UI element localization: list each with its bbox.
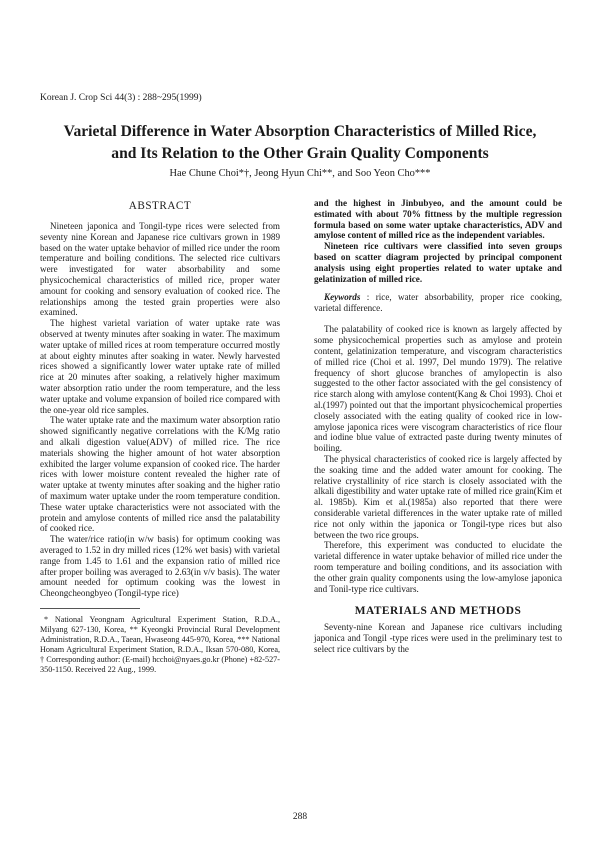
abstract-continuation-2: Nineteen rice cultivars were classified into seven groups based on scatter diagram projected by principal component analysis using eight properties related to water uptake and gelatinization of milled rice. bbox=[314, 241, 562, 284]
keywords-label: Keywords bbox=[324, 292, 361, 303]
abstract-paragraph-2: The highest varietal variation of water uptake rate was observed at twenty minutes after soaking in water. The maximum water uptake of milled rices at room temperature occurred mostly at about eighty minutes after soaking in water. Newly harvested rices showed a significantly lower water uptake rate of milled rice at 20 minutes after soaking, a relatively higher maximum water absorption ratio under the room temperature, and the less water uptake and volume expansion of boiled rice compared with the one-year old rice samples. bbox=[40, 318, 280, 415]
intro-paragraph-3: Therefore, this experiment was conducted to elucidate the varietal difference in water uptake behavior of milled rice under the room temperature and boiling conditions, and its association with the other grain quality components using the low-amylose japonica and Tonil-type rice cultivars. bbox=[314, 540, 562, 594]
right-column bbox=[314, 198, 562, 655]
methods-paragraph-1: Seventy-nine Korean and Japanese rice cultivars including japonica and Tongil -type rices were used in the preliminary test to select rice cultivars by the bbox=[314, 622, 562, 654]
title-line-1: Varietal Difference in Water Absorption Characteristics of Milled Rice, bbox=[63, 123, 537, 140]
journal-citation: Korean J. Crop Sci 44(3) : 288~295(1999) bbox=[40, 93, 202, 103]
page-number: 288 bbox=[292, 812, 308, 822]
left-column bbox=[40, 200, 280, 675]
abstract-paragraph-3: The water uptake rate and the maximum water absorption ratio showed significantly negative correlations with the K/Mg ratio and alkali digestion value(ADV) of milled rice. The rice materials showing the higher amount of hot water absorption exhibited the larger volume expansion of cooked rice. The harder rices with lower moisture content revealed the higher rate of water uptake at twenty minutes after soaking and the higher ratio of maximum water uptake under the room temperature condition. These water uptake characteristics were not associated with the protein and amylose contents of milled rice ansd the palatability of cooked rice. bbox=[40, 415, 280, 534]
author-list: Hae Chune Choi*†, Jeong Hyun Chi**, and Soo Yeon Cho*** bbox=[169, 168, 431, 179]
intro-paragraph-1: The palatability of cooked rice is known as largely affected by some physicochemical properties such as amylose and protein content, gelatinization temperature, and viscogram characteristics of milled rice (Choi et al. 1997, Del mundo 1979). The relative frequency of short glucose branches of amylopectin is also suggested to the other factor associated with the gel consistency of rice starch along with amylose content(Kang & Choi 1993). Choi et al.(1997) pointed out that the important physicochemical properties closely associated with the eating quality of cooked rice in low-amylose japonica rices were viscogram characteristics of rice flour and iodine blue value of extracted paste during twenty minutes of boiling. bbox=[314, 324, 562, 454]
title-line-2: and Its Relation to the Other Grain Quality Components bbox=[111, 145, 489, 162]
footnote-rule bbox=[40, 608, 140, 609]
keywords bbox=[314, 292, 562, 314]
keywords-text: : rice, water absorbability, proper rice cooking, varietal difference. bbox=[314, 292, 562, 314]
methods-heading: MATERIALS AND METHODS bbox=[354, 605, 522, 618]
affiliation-footnote: * National Yeongnam Agricultural Experiment Station, R.D.A., Milyang 627-130, Korea, ** Kyeongki Provincial Rural Development Administration, R.D.A., Taean, Hwaseong 445-970, Korea, *** National Honam Agricultural Experiment Station, R.D.A., Iksan 570-080, Korea, † Corresponding author: (E-mail) hcchoi@nyaes.go.kr (Phone) +82-527-350-1150. Received 22 Aug., 1999. bbox=[40, 614, 280, 674]
abstract-paragraph-4: The water/rice ratio(in w/w basis) for optimum cooking was averaged to 1.52 in dry milled rices (12% wet basis) with varietal range from 1.45 to 1.61 and the expansion ratio of milled rice after proper boiling was averaged to 2.63(in v/v basis). The water amount needed for optimum cooking was the lowest in Cheongcheongbyeo (Tongil-type rice) bbox=[40, 534, 280, 599]
intro-paragraph-2: The physical characteristics of cooked rice is largely affected by the soaking time and the added water amount for cooking. The relative crystallinity of rice starch is closely associated with the alkali digestibility and water uptake rate of milled rice grain(Kim et al. 1985b). Kim et al.(1985a) also reported that there were considerable varietal differences in the water uptake rate of milled rice not only within the japonica or Tongil-type rices but also between the two rice groups. bbox=[314, 453, 562, 540]
abstract-continuation-1: and the highest in Jinbubyeo, and the amount could be estimated with about 70% fittness by the multiple regression formula based on some water uptake characteristics, ADV and amylose content of milled rice as the independent variables. bbox=[314, 198, 562, 241]
abstract-paragraph-1: Nineteen japonica and Tongil-type rices were selected from seventy nine Korean and Japanese rice cultivars grown in 1989 based on the water uptake behavior of milled rice under the room temperature and boiling conditions. The selected rice cultivars were investigated for water absorbability and some physicochemical characteristics of milled rice, proper water amount for cooking and sensory evaluation of cooked rice. The relationships among the tested grain properties were also examined. bbox=[40, 221, 280, 318]
paper-title bbox=[30, 121, 570, 165]
abstract-heading: ABSTRACT bbox=[128, 200, 192, 212]
